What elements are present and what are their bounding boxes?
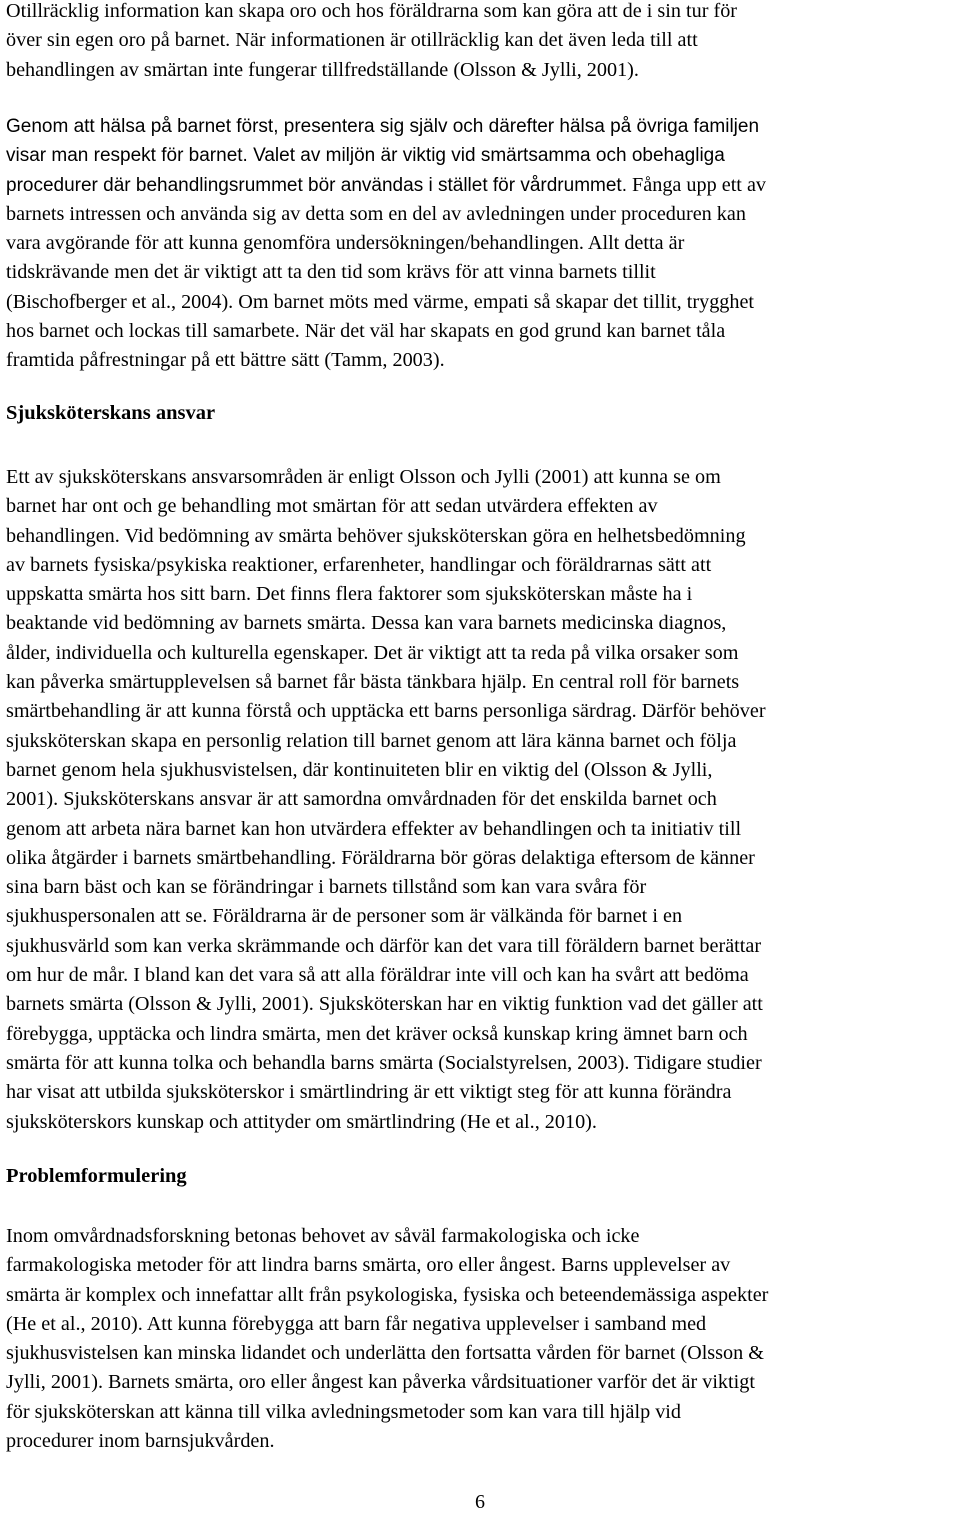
page-number: 6 [475, 1491, 485, 1513]
text-line: (He et al., 2010). Att kunna förebygga att barn får negativa upplevelser i samband med [6, 1312, 707, 1335]
text-run: visar man respekt för barnet. [6, 145, 248, 167]
text-line: farmakologiska metoder för att lindra barns smärta, oro eller ångest. Barns upplevelser av [6, 1254, 731, 1277]
text-line: vara avgörande för att kunna genomföra undersökningen/behandlingen. Allt detta är [6, 232, 685, 255]
text-line: Ett av sjuksköterskans ansvarsområden är enligt Olsson och Jylli (2001) att kunna se om [6, 466, 721, 488]
text-line: beaktande vid bedömning av barnets smärta. Dessa kan vara barnets medicinska diagnos, [6, 612, 727, 635]
text-line: smärta är komplex och innefattar allt från psykologiska, fysiska och beteendemässiga aspekter [6, 1283, 769, 1306]
text-line: framtida påfrestningar på ett bättre sätt (Tamm, 2003). [6, 349, 445, 372]
text-line: sjukhuspersonalen att se. Föräldrarna är de personer som är välkända för barnet i en [6, 905, 683, 928]
text-line: barnet genom hela sjukhusvistelsen, där kontinuiteten blir en viktig del (Olsson & Jylli, [6, 758, 713, 781]
text-line: Genom att hälsa på barnet först, presentera sig själv och därefter hälsa på övriga familjen [6, 116, 760, 137]
text-line: förebygga, upptäcka och lindra smärta, men det kräver också kunskap kring ämnet barn och [6, 1022, 748, 1045]
text-line: sjuksköterskors kunskap och attityder om smärtlindring (He et al., 2010). [6, 1110, 597, 1133]
text-line: barnets intressen och använda sig av detta som en del av avledningen under proceduren kan [6, 202, 746, 225]
text-line: för sjuksköterskan att känna till vilka avledningsmetoder som kan vara till hjälp vid [6, 1400, 682, 1423]
paragraph-greeting-and-environment [6, 112, 766, 376]
text-line: sjukhusvärld som kan verka skrämmande och därför kan det vara till föräldern barnet berättar [6, 934, 762, 957]
section-heading-nurse-responsibility: Sjuksköterskans ansvar [6, 402, 216, 424]
text-run: Valet av miljön är viktig vid smärtsamma och obehagliga [247, 145, 725, 167]
text-run: Fånga upp ett av [626, 173, 767, 196]
text-line: ålder, individuella och kulturella egenskaper. Det är viktigt att ta reda på vilka orsaker som [6, 641, 739, 664]
text-line: procedurer inom barnsjukvården. [6, 1430, 275, 1453]
text-line: genom att arbeta nära barnet kan hon utvärdera effekter av behandlingen och ta initiativ till [6, 817, 742, 840]
paragraph-nurse-responsibility [6, 463, 766, 1137]
text-line: av barnets fysiska/psykiska reaktioner, erfarenheter, handlingar och föräldrarnas sätt att [6, 553, 712, 576]
text-line: uppskatta smärta hos sitt barn. Det finns flera faktorer som sjuksköterskan måste ha i [6, 583, 693, 606]
text-line: barnets smärta (Olsson & Jylli, 2001). Sjuksköterskan har en viktig funktion vad det gäller att [6, 993, 763, 1016]
text-line: Inom omvårdnadsforskning betonas behovet av såväl farmakologiska och icke [6, 1225, 640, 1247]
text-line: har visat att utbilda sjuksköterskor i smärtlindring är ett viktigt steg för att kunna förändra [6, 1081, 732, 1104]
text-line: Jylli, 2001). Barnets smärta, oro eller ångest kan påverka vårdsituationer varför det är viktigt [6, 1371, 755, 1394]
text-line: sjukhusvistelsen kan minska lidandet och underlätta den fortsatta vården för barnet (Olsson & [6, 1342, 764, 1365]
text-line: behandlingen av smärtan inte fungerar tillfredställande (Olsson & Jylli, 2001). [6, 58, 639, 81]
text-run: procedurer där behandlingsrummet bör användas i stället för vårdrummet. [6, 174, 627, 196]
text-line: smärta för att kunna tolka och behandla barns smärta (Socialstyrelsen, 2003). Tidigare studier [6, 1051, 762, 1074]
text-line: hos barnet och lockas till samarbete. När det väl har skapats en god grund kan barnet tåla [6, 320, 726, 343]
text-line: 2001). Sjuksköterskans ansvar är att samordna omvårdnaden för det enskilda barnet och [6, 788, 717, 811]
paragraph-problem-statement [6, 1222, 768, 1456]
text-line: kan påverka smärtupplevelsen så barnet får bästa tänkbara hjälp. En central roll för barnets [6, 671, 740, 694]
text-line: Otillräcklig information kan skapa oro och hos föräldrarna som kan göra att de i sin tur för [6, 0, 738, 22]
text-line: sjuksköterskan skapa en personlig relation till barnet genom att lära känna barnet och följa [6, 729, 737, 752]
paragraph-parental-information [6, 0, 737, 85]
text-line [6, 171, 766, 200]
text-line: (Bischofberger et al., 2004). Om barnet möts med värme, empati så skapar det tillit, trygghet [6, 290, 755, 313]
section-heading-problem-statement: Problemformulering [6, 1165, 187, 1187]
text-line: om hur de mår. I bland kan det vara så att alla föräldrar inte vill och kan ha svårt att bedöma [6, 964, 749, 987]
text-line: sina barn bäst och kan se förändringar i barnets tillstånd som kan vara svåra för [6, 876, 647, 899]
text-line [6, 141, 766, 170]
text-line: tidskrävande men det är viktigt att ta den tid som krävs för att vinna barnets tillit [6, 261, 656, 284]
text-line: behandlingen. Vid bedömning av smärta behöver sjuksköterskan göra en helhetsbedömning [6, 524, 746, 547]
text-line: barnet har ont och ge behandling mot smärtan för att sedan utvärdera effekten av [6, 495, 658, 518]
text-line: över sin egen oro på barnet. När informationen är otillräcklig kan det även leda till att [6, 29, 698, 52]
text-line: smärtbehandling är att kunna förstå och upptäcka ett barns personliga särdrag. Därför behöver [6, 700, 766, 723]
text-line: olika åtgärder i barnets smärtbehandling. Föräldrarna bör göras delaktiga eftersom de känner [6, 846, 755, 869]
